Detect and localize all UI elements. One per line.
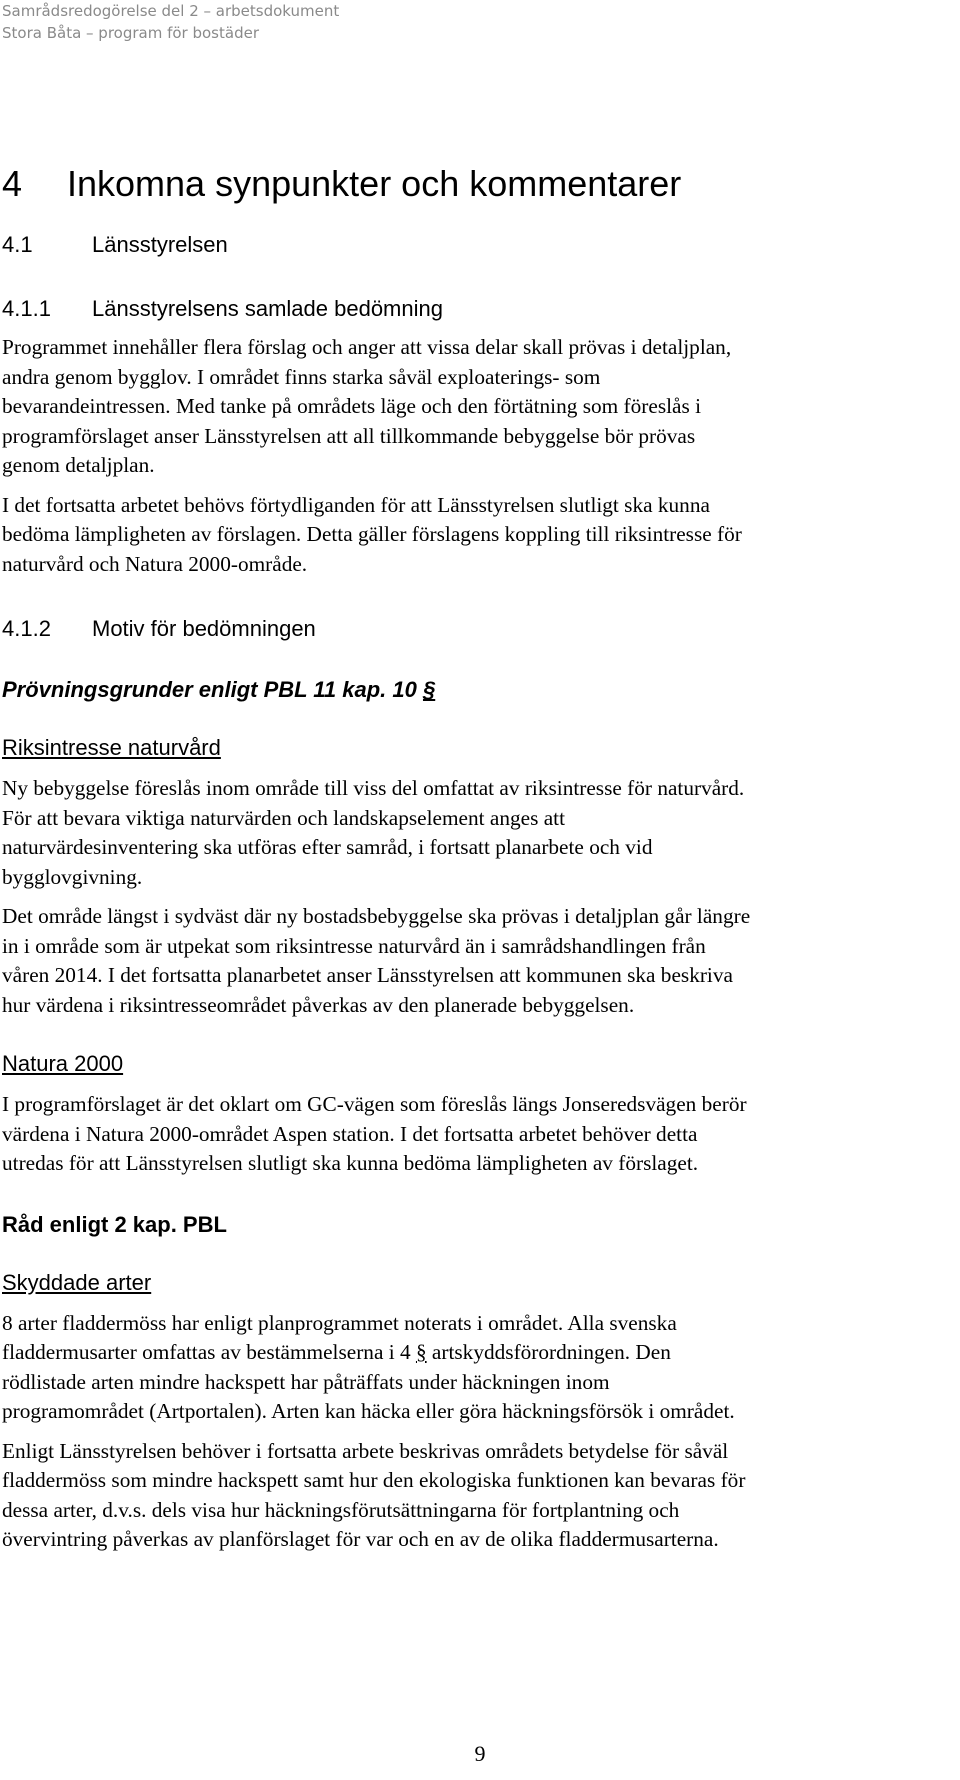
text-line: programområdet (Artportalen). Arten kan häcka eller göra häckningsförsök i området. [2, 1399, 735, 1423]
text-line: in i område som är utpekat som riksintresse naturvård än i samrådshandlingen från [2, 933, 706, 958]
text-line: bevarandeintressen. Med tanke på områdets läge och den förtätning som föreslås i [2, 394, 702, 418]
header-line-2: Stora Båta – program för bostäder [2, 24, 259, 42]
text-line: programförslaget anser Länsstyrelsen att all tillkommande bebyggelse bör prövas [2, 423, 696, 448]
text-line: För att bevara viktiga naturvärden och landskapselement anges att [2, 805, 565, 830]
heading-rad-enligt-pbl: Råd enligt 2 kap. PBL [2, 1211, 227, 1237]
page-header [2, 0, 339, 44]
paragraph-natura-1 [2, 1090, 952, 1179]
text-line: Programmet innehåller flera förslag och anger att vissa delar skall prövas i detaljplan, [2, 335, 732, 359]
text-line: rödlistade arten mindre hackspett har påträffats under häckningen inom [2, 1369, 610, 1394]
text-fragment: fladdermusarter omfattas av bestämmelserna i 4 [2, 1340, 416, 1364]
section-symbol: § [422, 677, 436, 702]
heading-number: 4.1 [2, 232, 33, 257]
text-line: värdena i Natura 2000-området Aspen station. I det fortsatta arbetet behöver detta [2, 1121, 698, 1146]
paragraph-samlade-1 [2, 333, 952, 481]
heading-title: Länsstyrelsen [92, 232, 228, 257]
heading-number: 4.1.1 [2, 296, 51, 321]
page-number: 9 [474, 1741, 486, 1766]
heading-title: Länsstyrelsens samlade bedömning [92, 296, 443, 321]
text-line: våren 2014. I det fortsatta planarbetet anser Länsstyrelsen att kommunen ska beskriva [2, 963, 733, 987]
text-line: Det område längst i sydväst där ny bostadsbebyggelse ska prövas i detaljplan går längre [2, 904, 751, 928]
text-line: andra genom bygglov. I området finns starka såväl exploaterings- som [2, 364, 601, 389]
text-line: fladdermöss som mindre hackspett samt hur den ekologiska funktionen kan bevaras för [2, 1468, 746, 1492]
heading-section-4-1-1 [2, 295, 952, 323]
text-line: dessa arter, d.v.s. dels visa hur häckningsförutsättningarna för fortplantning och [2, 1497, 680, 1522]
text-line: naturvärdesinventering ska utföras efter samråd, i fortsatt planarbete och vid [2, 835, 653, 859]
text-line: naturvård och Natura 2000-område. [2, 551, 308, 576]
section-symbol: § [415, 1340, 427, 1364]
paragraph-riksintresse-1 [2, 774, 952, 892]
paragraph-skyddade-2 [2, 1437, 952, 1555]
text-fragment: artskyddsförordningen. Den [426, 1340, 671, 1364]
heading-number: 4.1.2 [2, 616, 51, 641]
heading-natura-2000: Natura 2000 [2, 1051, 124, 1076]
text-line: bedöma lämpligheten av förslagen. Detta gäller förslagens koppling till riksintresse för [2, 522, 742, 546]
text-line [2, 1338, 952, 1368]
text-line: bygglovgivning. [2, 864, 143, 889]
text-line: genom detaljplan. [2, 453, 155, 477]
text-line: övervintring påverkas av planförslaget för var och en av de olika fladdermusarterna. [2, 1527, 719, 1551]
heading-number: 4 [2, 163, 23, 204]
paragraph-samlade-2 [2, 491, 952, 580]
text-line: 8 arter fladdermöss har enligt planprogrammet noterats i området. Alla svenska [2, 1310, 677, 1335]
heading-skyddade-arter: Skyddade arter [2, 1269, 152, 1295]
document-body [2, 150, 952, 1555]
text-line: Ny bebyggelse föreslås inom område till viss del omfattat av riksintresse för naturvård. [2, 776, 745, 800]
header-line-1: Samrådsredogörelse del 2 – arbetsdokument [2, 2, 340, 20]
text-line: hur värdena i riksintresseområdet påverkas av den planerade bebyggelsen. [2, 992, 635, 1017]
text-line: utredas för att Länsstyrelsen slutligt ska kunna bedöma lämpligheten av förslaget. [2, 1151, 699, 1175]
text-line: Enligt Länsstyrelsen behöver i fortsatta arbete beskrivas områdets betydelse för såväl [2, 1438, 729, 1463]
heading-riksintresse-naturvard: Riksintresse naturvård [2, 735, 221, 760]
paragraph-riksintresse-2 [2, 902, 952, 1020]
heading-section-4-1-2 [2, 615, 952, 643]
heading-section-4 [2, 162, 952, 206]
text-line: I programförslaget är det oklart om GC-vägen som föreslås längs Jonseredsvägen berör [2, 1092, 747, 1116]
heading-section-4-1 [2, 231, 952, 259]
heading-title: Inkomna synpunkter och kommentarer [67, 163, 682, 204]
heading-provningsgrunder [2, 676, 952, 704]
heading-text: Prövningsgrunder enligt PBL 11 kap. 10 [2, 677, 417, 702]
text-line: I det fortsatta arbetet behövs förtydliganden för att Länsstyrelsen slutligt ska kunna [2, 492, 710, 517]
heading-title: Motiv för bedömningen [92, 616, 316, 641]
paragraph-skyddade-1 [2, 1309, 952, 1427]
